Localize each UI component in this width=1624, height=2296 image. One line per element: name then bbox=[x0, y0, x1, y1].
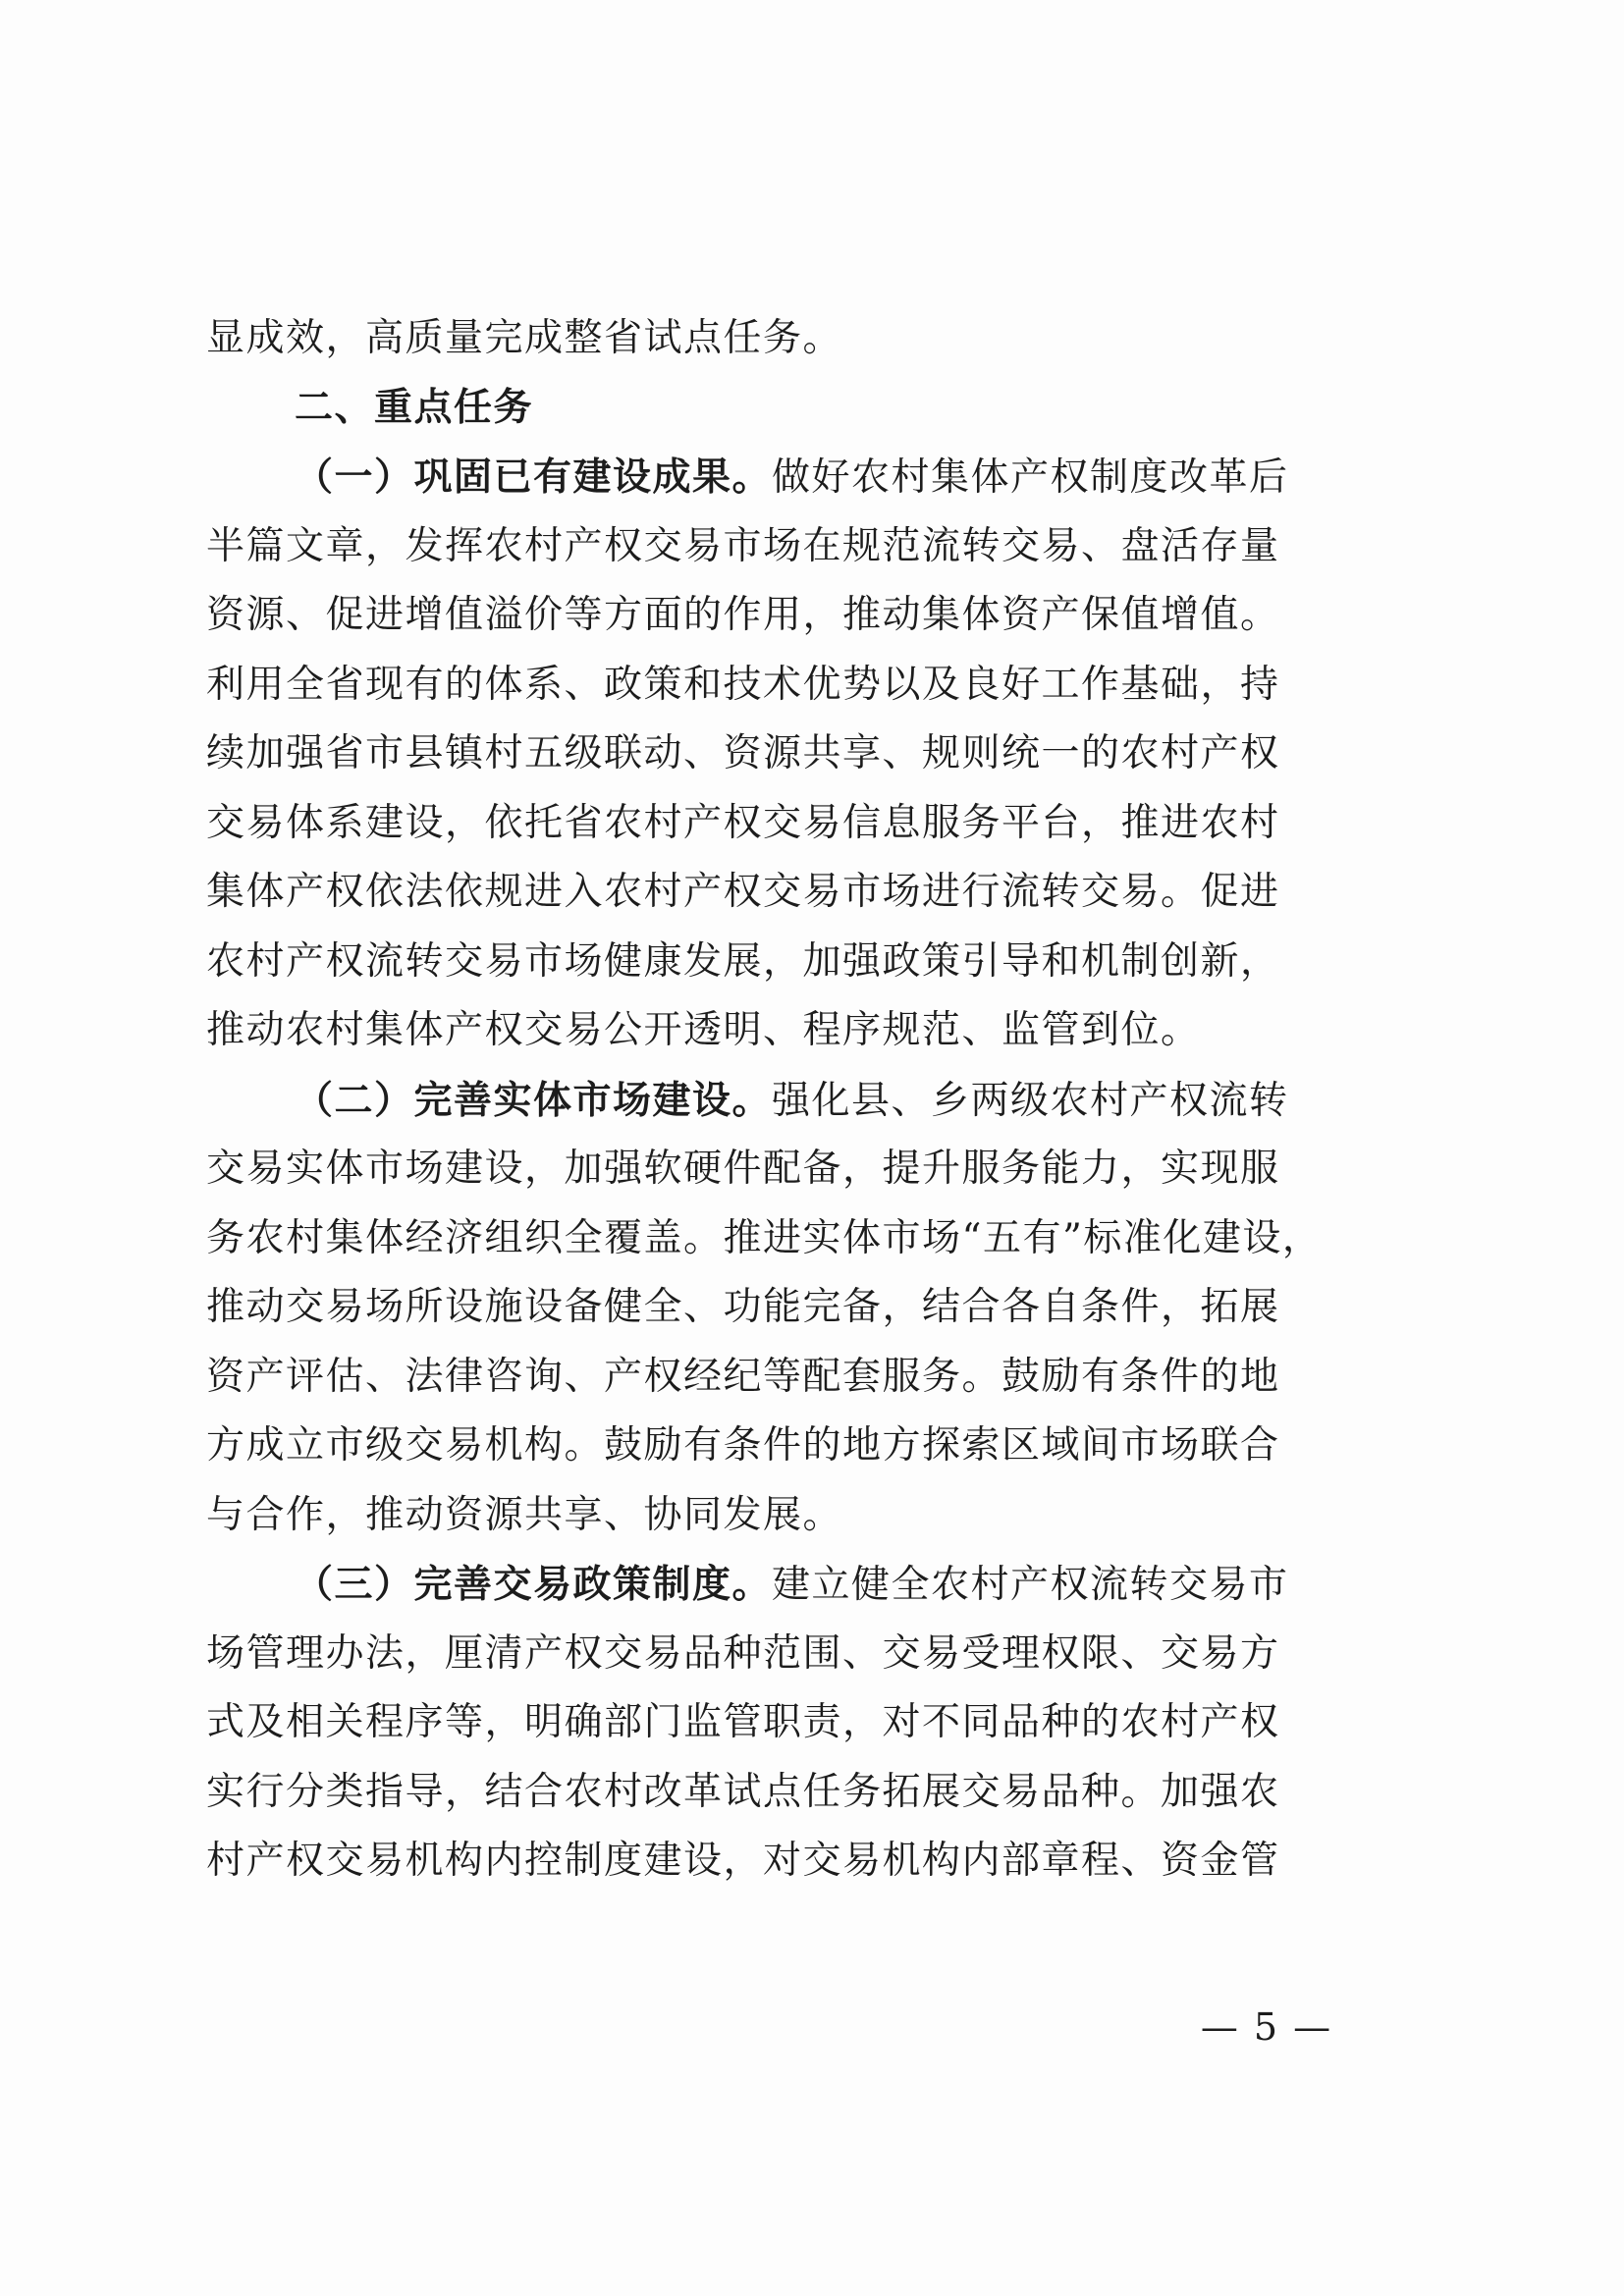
paragraph-2-first-line-text: 强化县、乡两级农村产权流转 bbox=[772, 1078, 1289, 1123]
body-line-16: 资产评估、法律咨询、产权经纪等配套服务。鼓励有条件的地 bbox=[206, 1354, 1280, 1399]
body-line-8: 交易体系建设，依托省农村产权交易信息服务平台，推进农村 bbox=[206, 800, 1280, 845]
paragraph-1-first-line bbox=[206, 443, 1384, 512]
body-line-10: 农村产权流转交易市场健康发展，加强政策引导和机制创新， bbox=[206, 938, 1280, 984]
body-line-22: 实行分类指导，结合农村改革试点任务拓展交易品种。加强农 bbox=[206, 1769, 1280, 1814]
paragraph-1-first-line-text: 做好农村集体产权制度改革后 bbox=[772, 455, 1289, 500]
body-line-9: 集体产权依法依规进入农村产权交易市场进行流转交易。促进 bbox=[206, 870, 1280, 914]
paragraph-3-first-line-text: 建立健全农村产权流转交易市 bbox=[772, 1563, 1289, 1607]
paragraph-1-lead: （一）巩固已有建设成果。 bbox=[295, 454, 773, 500]
paragraph-3-lead: （三）完善交易政策制度。 bbox=[295, 1562, 773, 1607]
body-line-21: 式及相关程序等，明确部门监管职责，对不同品种的农村产权 bbox=[206, 1700, 1280, 1744]
paragraph-3-first-line bbox=[206, 1550, 1384, 1620]
paragraph-2-first-line bbox=[206, 1066, 1384, 1136]
body-line-13: 交易实体市场建设，加强软硬件配备，提升服务能力，实现服 bbox=[206, 1147, 1280, 1191]
document-body bbox=[206, 304, 1384, 1896]
body-line-6: 利用全省现有的体系、政策和技术优势以及良好工作基础，持 bbox=[206, 662, 1280, 707]
body-line-14: 务农村集体经济组织全覆盖。推进实体市场“五有”标准化建设， bbox=[206, 1215, 1323, 1260]
body-line-4: 半篇文章，发挥农村产权交易市场在规范流转交易、盘活存量 bbox=[206, 523, 1280, 568]
body-line-11: 推动农村集体产权交易公开透明、程序规范、监管到位。 bbox=[206, 1008, 1201, 1052]
body-line-17: 方成立市级交易机构。鼓励有条件的地方探索区域间市场联合 bbox=[206, 1423, 1280, 1468]
body-line-20: 场管理办法，厘清产权交易品种范围、交易受理权限、交易方 bbox=[206, 1630, 1280, 1676]
paragraph-2-lead: （二）完善实体市场建设。 bbox=[295, 1077, 773, 1123]
body-line-5: 资源、促进增值溢价等方面的作用，推动集体资产保值增值。 bbox=[206, 593, 1280, 637]
body-line-23: 村产权交易机构内控制度建设，对交易机构内部章程、资金管 bbox=[206, 1839, 1280, 1883]
body-line-7: 续加强省市县镇村五级联动、资源共享、规则统一的农村产权 bbox=[206, 731, 1280, 775]
body-line-1: 显成效，高质量完成整省试点任务。 bbox=[206, 316, 843, 360]
body-line-18: 与合作，推动资源共享、协同发展。 bbox=[206, 1492, 843, 1537]
section-heading-key-tasks: 二、重点任务 bbox=[295, 385, 534, 430]
page-number: — 5 — bbox=[1200, 2005, 1333, 2049]
body-line-15: 推动交易场所设施设备健全、功能完备，结合各自条件，拓展 bbox=[206, 1285, 1280, 1329]
